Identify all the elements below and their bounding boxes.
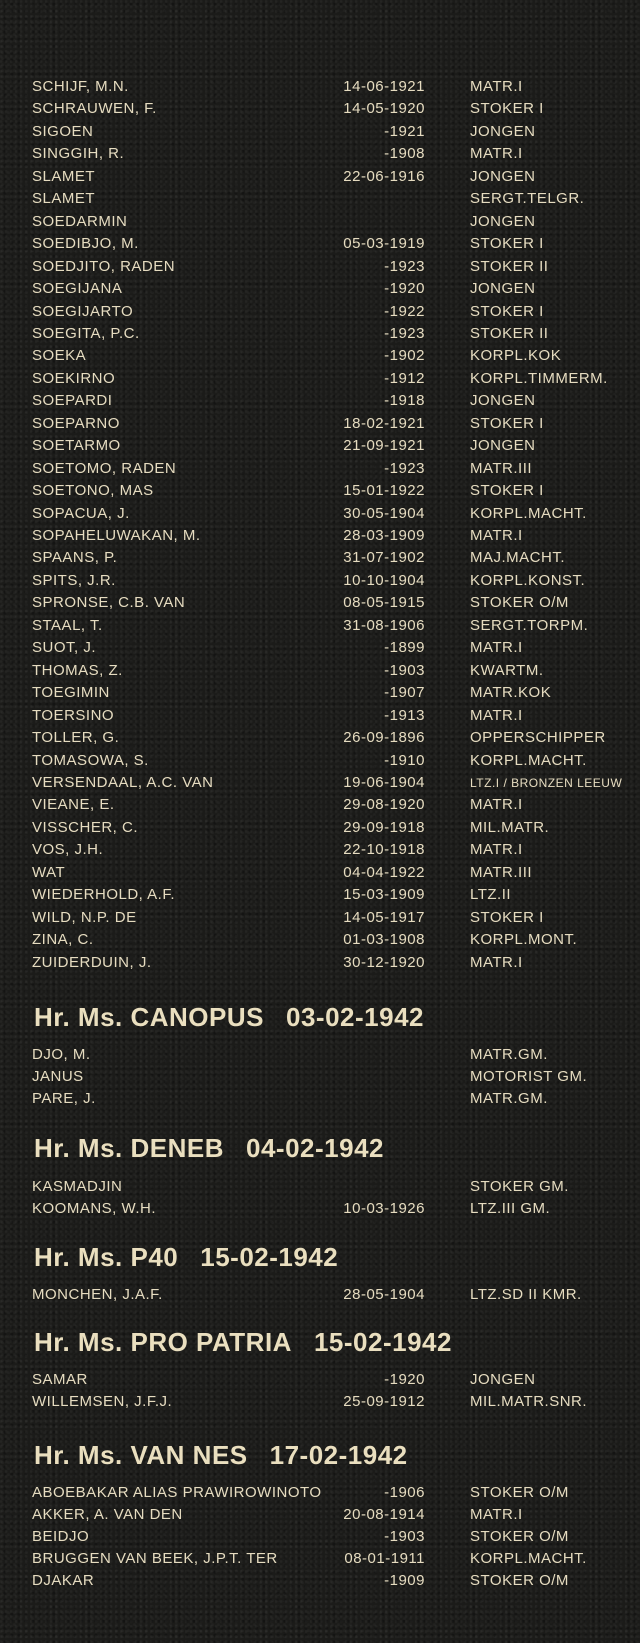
entry-name: VISSCHER, C. — [32, 819, 139, 836]
entry-name: STAAL, T. — [32, 617, 103, 634]
name-entry — [0, 929, 640, 951]
entry-name: VIEANE, E. — [32, 796, 115, 813]
entry-date: -1920 — [384, 1371, 425, 1388]
entry-date: 14-06-1921 — [343, 78, 425, 95]
entry-name: SOPACUA, J. — [32, 505, 130, 522]
entry-name: MONCHEN, J.A.F. — [32, 1286, 163, 1303]
entry-date: -1910 — [384, 752, 425, 769]
entry-name: WIEDERHOLD, A.F. — [32, 886, 176, 903]
entry-name: SPRONSE, C.B. VAN — [32, 594, 186, 611]
entry-rank: MATR.I — [470, 145, 523, 162]
name-entry — [0, 952, 640, 974]
name-entry — [0, 1198, 640, 1220]
entry-name: WILLEMSEN, J.F.J. — [32, 1393, 173, 1410]
entry-date: -1899 — [384, 639, 425, 656]
entry-date: 22-10-1918 — [343, 841, 425, 858]
entry-date: -1903 — [384, 662, 425, 679]
entry-rank: MATR.KOK — [470, 684, 552, 701]
entry-rank: KORPL.KONST. — [470, 572, 586, 589]
entry-rank: MATR.I — [470, 841, 523, 858]
name-entry — [0, 884, 640, 906]
name-entry — [0, 637, 640, 659]
entry-date: 25-09-1912 — [343, 1393, 425, 1410]
entry-name: SOEDARMIN — [32, 213, 128, 230]
entry-name: SOEDIBJO, M. — [32, 235, 139, 252]
entry-rank: JONGEN — [470, 123, 536, 140]
entry-date: -1921 — [384, 123, 425, 140]
name-entry — [0, 1369, 640, 1391]
entry-rank: LTZ.SD II KMR. — [470, 1286, 582, 1303]
entry-name: ABOEBAKAR ALIAS PRAWIROWINOTO — [32, 1484, 322, 1501]
name-entry — [0, 413, 640, 435]
name-entry — [0, 794, 640, 816]
entry-name: WILD, N.P. DE — [32, 909, 137, 926]
entry-rank: KORPL.MACHT. — [470, 1550, 587, 1567]
name-entry — [0, 862, 640, 884]
entry-rank: KWARTM. — [470, 662, 544, 679]
name-entry — [0, 98, 640, 120]
name-entry — [0, 121, 640, 143]
entry-date: 26-09-1896 — [343, 729, 425, 746]
entry-date: -1923 — [384, 325, 425, 342]
entry-date: 29-08-1920 — [343, 796, 425, 813]
entry-name: ZUIDERDUIN, J. — [32, 954, 152, 971]
entry-rank: SERGT.TORPM. — [470, 617, 589, 634]
entry-name: WAT — [32, 864, 66, 881]
entry-rank: MATR.III — [470, 460, 533, 477]
entry-date: 28-05-1904 — [343, 1286, 425, 1303]
entry-rank: MATR.I — [470, 796, 523, 813]
name-entry — [0, 211, 640, 233]
entry-rank: LTZ.I / BRONZEN LEEUW — [470, 776, 623, 790]
name-entry — [0, 1570, 640, 1592]
ship-heading — [34, 1000, 424, 1034]
entry-name: AKKER, A. VAN DEN — [32, 1506, 183, 1523]
ship-name: Hr. Ms. DENEB — [34, 1133, 224, 1163]
entry-date: 15-03-1909 — [343, 886, 425, 903]
entry-date: 30-05-1904 — [343, 505, 425, 522]
entry-date: -1903 — [384, 1528, 425, 1545]
entry-date: 08-05-1915 — [343, 594, 425, 611]
name-entry — [0, 301, 640, 323]
name-entry — [0, 660, 640, 682]
entry-rank: STOKER O/M — [470, 1484, 569, 1501]
entry-rank: MATR.GM. — [470, 1046, 548, 1063]
entry-date: 29-09-1918 — [343, 819, 425, 836]
entry-name: VERSENDAAL, A.C. VAN — [32, 774, 214, 791]
entry-rank: STOKER O/M — [470, 1572, 569, 1589]
entry-name: SPITS, J.R. — [32, 572, 116, 589]
name-entry — [0, 817, 640, 839]
entry-date: -1923 — [384, 258, 425, 275]
entry-date: 10-10-1904 — [343, 572, 425, 589]
name-entry — [0, 1044, 640, 1066]
entry-date: 10-03-1926 — [343, 1200, 425, 1217]
entry-rank: STOKER GM. — [470, 1178, 569, 1195]
loss-date: 15-02-1942 — [313, 1327, 452, 1357]
name-entry — [0, 907, 640, 929]
ship-name: Hr. Ms. VAN NES — [34, 1440, 248, 1470]
name-entry — [0, 1526, 640, 1548]
name-entry — [0, 839, 640, 861]
entry-date: 22-06-1916 — [343, 168, 425, 185]
entry-name: BRUGGEN VAN BEEK, J.P.T. TER — [32, 1550, 278, 1567]
ship-heading — [34, 1325, 452, 1359]
name-entry — [0, 278, 640, 300]
entry-date: -1920 — [384, 280, 425, 297]
entry-date: 19-06-1904 — [343, 774, 425, 791]
name-entry — [0, 1088, 640, 1110]
entry-name: SOEPARNO — [32, 415, 120, 432]
name-entry — [0, 1548, 640, 1570]
entry-name: SPAANS, P. — [32, 549, 118, 566]
loss-date: 04-02-1942 — [246, 1133, 384, 1163]
entry-rank: STOKER II — [470, 325, 549, 342]
loss-date: 15-02-1942 — [200, 1242, 339, 1272]
entry-rank: MAJ.MACHT. — [470, 549, 565, 566]
entry-name: PARE, J. — [32, 1090, 96, 1107]
entry-name: SOEGIJANA — [32, 280, 123, 297]
entry-name: SOETOMO, RADEN — [32, 460, 177, 477]
entry-rank: STOKER I — [470, 235, 544, 252]
entry-date: 18-02-1921 — [343, 415, 425, 432]
entry-date: -1907 — [384, 684, 425, 701]
entry-name: SCHIJF, M.N. — [32, 78, 129, 95]
entry-rank: STOKER I — [470, 909, 544, 926]
entry-rank: JONGEN — [470, 1371, 536, 1388]
entry-name: SINGGIH, R. — [32, 145, 125, 162]
entry-rank: MATR.I — [470, 1506, 523, 1523]
name-entry — [0, 390, 640, 412]
loss-date: 17-02-1942 — [269, 1440, 408, 1470]
entry-date: -1906 — [384, 1484, 425, 1501]
entry-date: -1912 — [384, 370, 425, 387]
entry-date: -1922 — [384, 303, 425, 320]
name-entry — [0, 480, 640, 502]
entry-name: KASMADJIN — [32, 1178, 123, 1195]
entry-name: SOEDJITO, RADEN — [32, 258, 176, 275]
entry-name: KOOMANS, W.H. — [32, 1200, 157, 1217]
entry-name: SOPAHELUWAKAN, M. — [32, 527, 201, 544]
name-entry — [0, 1482, 640, 1504]
entry-rank: OPPERSCHIPPER — [470, 729, 606, 746]
entry-name: THOMAS, Z. — [32, 662, 123, 679]
name-entry — [0, 1176, 640, 1198]
entry-rank: STOKER O/M — [470, 594, 569, 611]
entry-date: 15-01-1922 — [343, 482, 425, 499]
entry-rank: MIL.MATR. — [470, 819, 550, 836]
entry-date: 08-01-1911 — [344, 1550, 425, 1567]
name-entry — [0, 345, 640, 367]
entry-name: SOETARMO — [32, 437, 121, 454]
entry-date: 30-12-1920 — [343, 954, 425, 971]
entry-date: 21-09-1921 — [343, 437, 425, 454]
entry-rank: KORPL.TIMMERM. — [470, 370, 608, 387]
entry-rank: STOKER II — [470, 258, 549, 275]
loss-date: 03-02-1942 — [286, 1002, 424, 1032]
name-entry — [0, 435, 640, 457]
ship-heading — [34, 1131, 384, 1165]
entry-rank: MATR.I — [470, 78, 523, 95]
name-entry — [0, 166, 640, 188]
entry-rank: JONGEN — [470, 280, 536, 297]
entry-name: SOEGIJARTO — [32, 303, 134, 320]
entry-rank: KORPL.MONT. — [470, 931, 578, 948]
name-entry — [0, 323, 640, 345]
entry-rank: STOKER O/M — [470, 1528, 569, 1545]
entry-name: SIGOEN — [32, 123, 94, 140]
entry-name: BEIDJO — [32, 1528, 90, 1545]
entry-rank: LTZ.II — [470, 886, 512, 903]
entry-name: JANUS — [32, 1068, 84, 1085]
entry-rank: STOKER I — [470, 303, 544, 320]
name-entry — [0, 1066, 640, 1088]
entry-rank: SERGT.TELGR. — [470, 190, 585, 207]
entry-rank: STOKER I — [470, 415, 544, 432]
entry-name: SOEGITA, P.C. — [32, 325, 140, 342]
entry-rank: STOKER I — [470, 482, 544, 499]
entry-date: -1909 — [384, 1572, 425, 1589]
name-entry — [0, 458, 640, 480]
name-entry — [0, 750, 640, 772]
entry-rank: MOTORIST GM. — [470, 1068, 588, 1085]
entry-name: SLAMET — [32, 190, 96, 207]
name-entry — [0, 705, 640, 727]
entry-date: 04-04-1922 — [343, 864, 425, 881]
ship-heading — [34, 1240, 338, 1274]
entry-rank: KORPL.MACHT. — [470, 752, 587, 769]
name-entry — [0, 592, 640, 614]
entry-rank: KORPL.MACHT. — [470, 505, 587, 522]
entry-date: 28-03-1909 — [343, 527, 425, 544]
name-entry — [0, 1391, 640, 1413]
name-entry — [0, 256, 640, 278]
entry-name: SOEKIRNO — [32, 370, 116, 387]
entry-rank: MATR.III — [470, 864, 533, 881]
ship-heading — [34, 1438, 408, 1472]
entry-name: TOERSINO — [32, 707, 115, 724]
entry-date: 05-03-1919 — [343, 235, 425, 252]
entry-date: -1918 — [384, 392, 425, 409]
entry-name: SOEPARDI — [32, 392, 113, 409]
entry-date: -1902 — [384, 347, 425, 364]
entry-rank: JONGEN — [470, 213, 536, 230]
entry-name: TOLLER, G. — [32, 729, 120, 746]
name-entry — [0, 525, 640, 547]
entry-name: TOMASOWA, S. — [32, 752, 149, 769]
name-entry — [0, 772, 640, 794]
entry-rank: MATR.GM. — [470, 1090, 548, 1107]
name-entry — [0, 727, 640, 749]
ship-name: Hr. Ms. PRO PATRIA — [34, 1327, 292, 1357]
ship-name: Hr. Ms. CANOPUS — [34, 1002, 264, 1032]
ship-name: Hr. Ms. P40 — [34, 1242, 179, 1272]
entry-rank: MIL.MATR.SNR. — [470, 1393, 588, 1410]
name-entry — [0, 233, 640, 255]
entry-name: SOETONO, MAS — [32, 482, 154, 499]
entry-name: TOEGIMIN — [32, 684, 110, 701]
entry-date: 14-05-1920 — [343, 100, 425, 117]
entry-date: -1923 — [384, 460, 425, 477]
entry-name: VOS, J.H. — [32, 841, 104, 858]
entry-rank: STOKER I — [470, 100, 544, 117]
entry-date: 01-03-1908 — [343, 931, 425, 948]
name-entry — [0, 1504, 640, 1526]
entry-rank: JONGEN — [470, 392, 536, 409]
entry-name: SLAMET — [32, 168, 96, 185]
entry-rank: MATR.I — [470, 707, 523, 724]
name-entry — [0, 368, 640, 390]
entry-name: SUOT, J. — [32, 639, 97, 656]
name-entry — [0, 682, 640, 704]
entry-name: SCHRAUWEN, F. — [32, 100, 157, 117]
entry-rank: LTZ.III GM. — [470, 1200, 551, 1217]
name-entry — [0, 547, 640, 569]
name-entry — [0, 503, 640, 525]
name-entry — [0, 76, 640, 98]
entry-date: 14-05-1917 — [343, 909, 425, 926]
entry-rank: MATR.I — [470, 954, 523, 971]
entry-name: ZINA, C. — [32, 931, 94, 948]
entry-date: -1913 — [384, 707, 425, 724]
entry-rank: JONGEN — [470, 437, 536, 454]
entry-name: DJO, M. — [32, 1046, 91, 1063]
entry-rank: MATR.I — [470, 527, 523, 544]
name-entry — [0, 1284, 640, 1306]
entry-rank: KORPL.KOK — [470, 347, 562, 364]
entry-date: 31-08-1906 — [343, 617, 425, 634]
entry-date: 20-08-1914 — [343, 1506, 425, 1523]
name-entry — [0, 143, 640, 165]
name-entry — [0, 570, 640, 592]
entry-name: SAMAR — [32, 1371, 88, 1388]
name-entry — [0, 615, 640, 637]
entry-date: 31-07-1902 — [343, 549, 425, 566]
entry-rank: JONGEN — [470, 168, 536, 185]
entry-name: DJAKAR — [32, 1572, 95, 1589]
entry-date: -1908 — [384, 145, 425, 162]
entry-name: SOEKA — [32, 347, 87, 364]
entry-rank: MATR.I — [470, 639, 523, 656]
name-entry — [0, 188, 640, 210]
